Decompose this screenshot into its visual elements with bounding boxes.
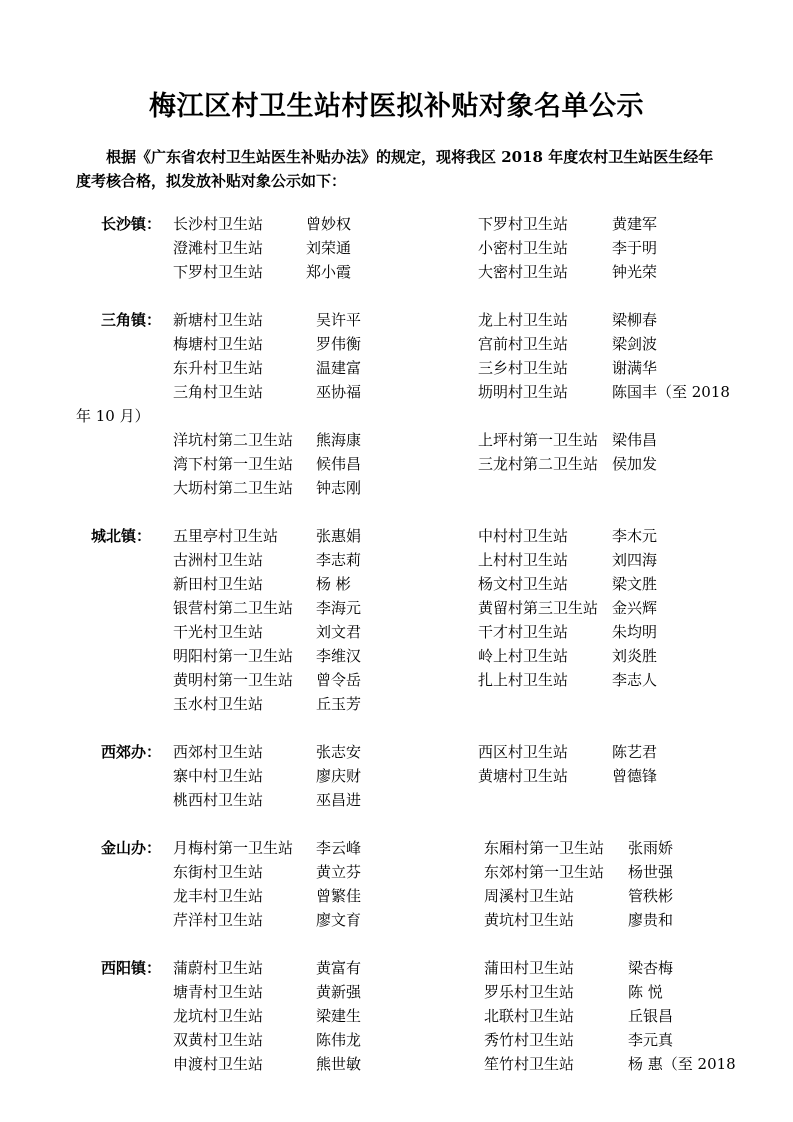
doctor-name: 刘文君 [316, 623, 362, 641]
station-name: 上坪村第一卫生站 [478, 431, 599, 449]
doctor-name: 梁伟昌 [612, 431, 658, 449]
doctor-name: 黄立芬 [316, 863, 362, 881]
station-name: 新塘村卫生站 [173, 311, 264, 329]
doctor-name: 钟志刚 [316, 479, 362, 497]
station-name: 周溪村卫生站 [484, 887, 575, 905]
doctor-name: 刘炎胜 [612, 647, 658, 665]
doctor-name: 刘荣通 [306, 239, 352, 257]
station-name: 龙丰村卫生站 [173, 887, 264, 905]
station-name: 寨中村卫生站 [173, 767, 264, 785]
doctor-name: 朱均明 [612, 623, 658, 641]
station-name: 上村村卫生站 [478, 551, 569, 569]
station-name: 五里亭村卫生站 [173, 527, 279, 545]
doctor-name: 梁建生 [316, 1007, 362, 1025]
doctor-name: 李志莉 [316, 551, 362, 569]
doctor-name: 张雨娇 [628, 839, 674, 857]
station-name: 塘青村卫生站 [173, 983, 264, 1001]
doctor-name: 温建富 [316, 359, 362, 377]
doctor-name: 黄建军 [612, 215, 658, 233]
station-name: 罗乐村卫生站 [484, 983, 575, 1001]
doctor-name: 金兴辉 [612, 599, 658, 617]
station-name: 干光村卫生站 [173, 623, 264, 641]
station-name: 宫前村卫生站 [478, 335, 569, 353]
doctor-name: 管秩彬 [628, 887, 674, 905]
station-name: 黄坑村卫生站 [484, 911, 575, 929]
doctor-name: 杨 彬 [316, 575, 351, 593]
doctor-name: 梁剑波 [612, 335, 658, 353]
doctor-name: 陈伟龙 [316, 1031, 362, 1049]
station-name: 坜明村卫生站 [478, 383, 569, 401]
station-name: 西郊村卫生站 [173, 743, 264, 761]
doctor-name: 黄富有 [316, 959, 362, 977]
town-label: 长沙镇： [101, 215, 162, 233]
doctor-name: 张志安 [316, 743, 362, 761]
doctor-name: 刘四海 [612, 551, 658, 569]
doctor-name: 黄新强 [316, 983, 362, 1001]
doctor-name: 李维汉 [316, 647, 362, 665]
station-name: 东厢村第一卫生站 [484, 839, 605, 857]
station-name: 杨文村卫生站 [478, 575, 569, 593]
station-name: 干才村卫生站 [478, 623, 569, 641]
doctor-name: 钟光荣 [612, 263, 658, 281]
doctor-name: 廖贵和 [628, 911, 674, 929]
doctor-name: 曾德锋 [612, 767, 658, 785]
station-name: 长沙村卫生站 [173, 215, 264, 233]
doctor-name: 杨世强 [628, 863, 674, 881]
doctor-name: 梁文胜 [612, 575, 658, 593]
doctor-name: 廖庆财 [316, 767, 362, 785]
doctor-name: 谢满华 [612, 359, 658, 377]
doctor-name: 李云峰 [316, 839, 362, 857]
station-name: 三龙村第二卫生站 [478, 455, 599, 473]
doctor-name: 李海元 [316, 599, 362, 617]
doctor-name: 廖文育 [316, 911, 362, 929]
doctor-name: 陈艺君 [612, 743, 658, 761]
doctor-name: 梁柳春 [612, 311, 658, 329]
town-label: 西阳镇： [101, 959, 162, 977]
town-label: 城北镇： [91, 527, 152, 545]
station-name: 西区村卫生站 [478, 743, 569, 761]
station-name: 蒲田村卫生站 [484, 959, 575, 977]
doctor-name: 郑小霞 [306, 263, 352, 281]
doctor-name: 丘银昌 [628, 1007, 674, 1025]
doctor-name: 巫昌进 [316, 791, 362, 809]
doctor-name: 陈国丰（至 2018 [612, 383, 730, 401]
station-name: 黄留村第三卫生站 [478, 599, 599, 617]
station-name: 申渡村卫生站 [173, 1055, 264, 1073]
station-name: 洋坑村第二卫生站 [173, 431, 294, 449]
doctor-name: 陈 悦 [628, 983, 663, 1001]
station-name: 蒲蔚村卫生站 [173, 959, 264, 977]
doctor-name: 李于明 [612, 239, 658, 257]
station-name: 东街村卫生站 [173, 863, 264, 881]
doctor-name: 罗伟衡 [316, 335, 362, 353]
town-label: 三角镇： [101, 311, 162, 329]
doctor-name: 杨 惠（至 2018 [628, 1055, 736, 1073]
doctor-name: 梁杏梅 [628, 959, 674, 977]
station-name: 岭上村卫生站 [478, 647, 569, 665]
doctor-name: 巫协福 [316, 383, 362, 401]
station-name: 芹洋村卫生站 [173, 911, 264, 929]
station-name: 黄塘村卫生站 [478, 767, 569, 785]
station-name: 澄滩村卫生站 [173, 239, 264, 257]
station-name: 三角村卫生站 [173, 383, 264, 401]
station-name: 下罗村卫生站 [478, 215, 569, 233]
page-title: 梅江区村卫生站村医拟补贴对象名单公示 [149, 91, 644, 122]
station-name: 月梅村第一卫生站 [173, 839, 294, 857]
station-name: 银营村第二卫生站 [173, 599, 294, 617]
station-name: 中村村卫生站 [478, 527, 569, 545]
station-name: 玉水村卫生站 [173, 695, 264, 713]
station-name: 梅塘村卫生站 [173, 335, 264, 353]
station-name: 黄明村第一卫生站 [173, 671, 294, 689]
wrapped-note: 年 10 月） [76, 407, 150, 425]
station-name: 桃西村卫生站 [173, 791, 264, 809]
doctor-name: 曾繁佳 [316, 887, 362, 905]
doctor-name: 曾妙权 [306, 215, 352, 233]
doctor-name: 熊海康 [316, 431, 362, 449]
doctor-name: 李志人 [612, 671, 658, 689]
station-name: 东升村卫生站 [173, 359, 264, 377]
station-name: 扎上村卫生站 [478, 671, 569, 689]
doctor-name: 李元真 [628, 1031, 674, 1049]
station-name: 新田村卫生站 [173, 575, 264, 593]
station-name: 大密村卫生站 [478, 263, 569, 281]
station-name: 三乡村卫生站 [478, 359, 569, 377]
doctor-name: 侯加发 [612, 455, 658, 473]
station-name: 东郊村第一卫生站 [484, 863, 605, 881]
doctor-name: 丘玉芳 [316, 695, 362, 713]
town-label: 金山办： [101, 839, 162, 857]
doctor-name: 李木元 [612, 527, 658, 545]
town-label: 西郊办： [101, 743, 162, 761]
station-name: 龙上村卫生站 [478, 311, 569, 329]
station-name: 双黄村卫生站 [173, 1031, 264, 1049]
station-name: 秀竹村卫生站 [484, 1031, 575, 1049]
station-name: 古洲村卫生站 [173, 551, 264, 569]
doctor-name: 候伟昌 [316, 455, 362, 473]
station-name: 笙竹村卫生站 [484, 1055, 575, 1073]
doctor-name: 熊世敏 [316, 1055, 362, 1073]
station-name: 小密村卫生站 [478, 239, 569, 257]
station-name: 龙坑村卫生站 [173, 1007, 264, 1025]
station-name: 湾下村第一卫生站 [173, 455, 294, 473]
doctor-name: 吴许平 [316, 311, 362, 329]
intro-paragraph: 根据《广东省农村卫生站医生补贴办法》的规定，现将我区 2018 年度农村卫生站医生经年度考核合格，拟发放补贴对象公示如下： [76, 148, 714, 190]
station-name: 明阳村第一卫生站 [173, 647, 294, 665]
station-name: 大坜村第二卫生站 [173, 479, 294, 497]
doctor-name: 曾令岳 [316, 671, 362, 689]
doctor-name: 张惠娟 [316, 527, 362, 545]
station-name: 北联村卫生站 [484, 1007, 575, 1025]
station-name: 下罗村卫生站 [173, 263, 264, 281]
